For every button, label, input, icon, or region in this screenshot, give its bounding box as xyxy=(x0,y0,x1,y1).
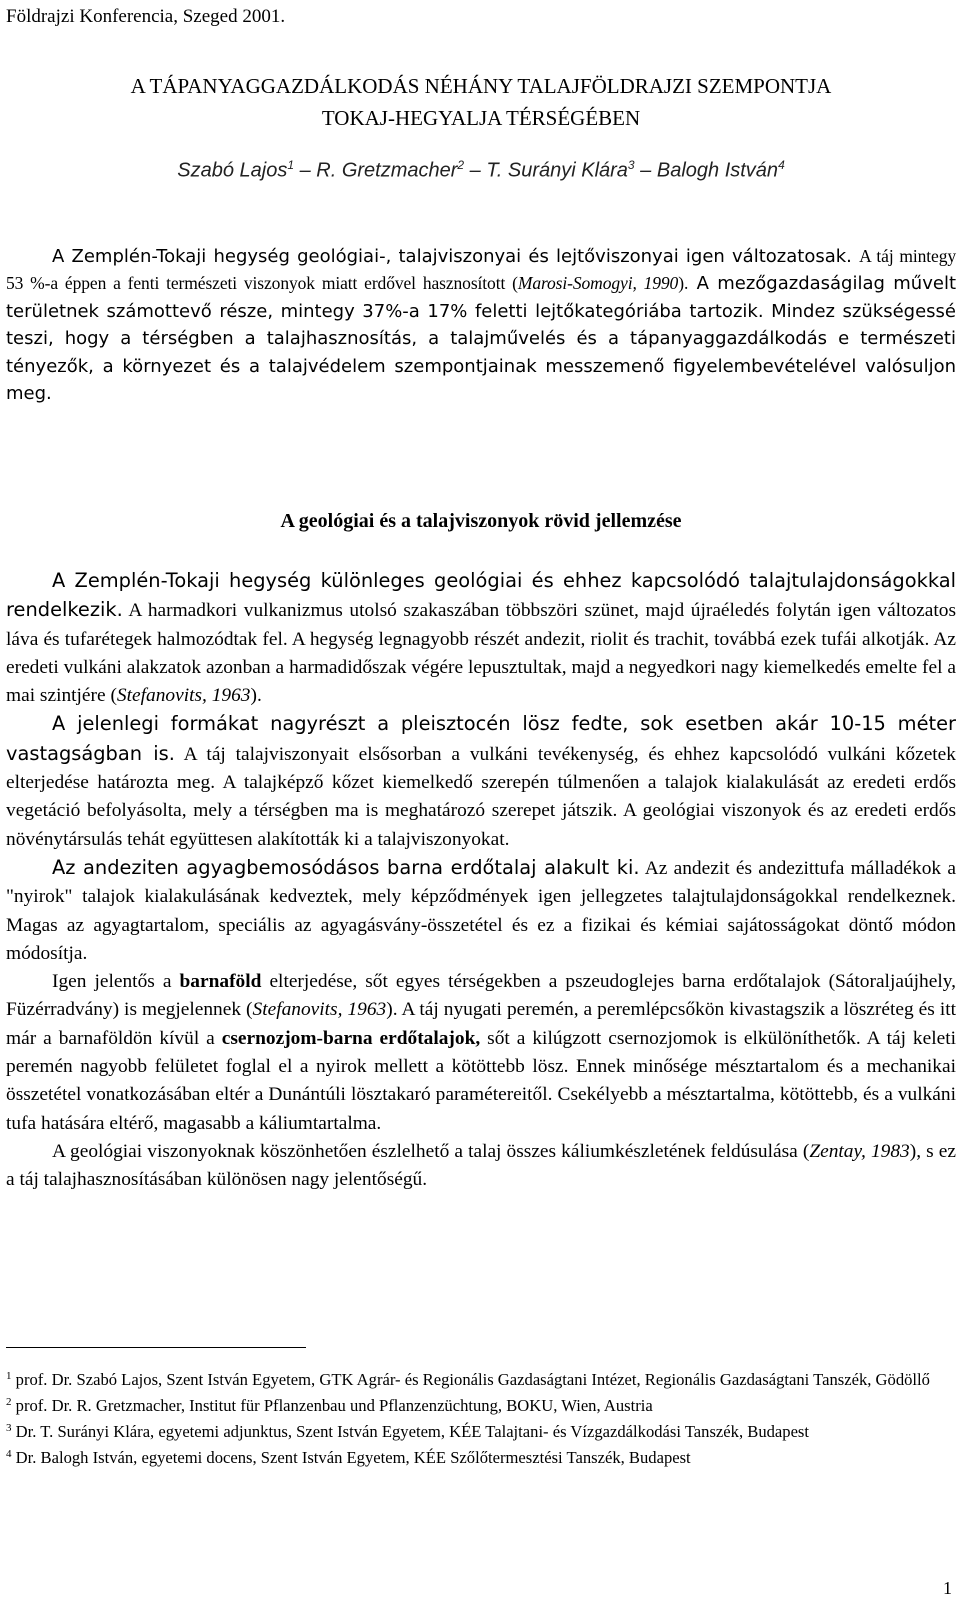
author-separator: – xyxy=(294,159,317,182)
body-paragraph: Igen jelentős a barnaföld elterjedése, sőt egyes térségekben a pszeudoglejes barna erdőtalajok (Sátoraljaújhely, Füzérradvány) is megjelennek (Stefanovits, 1963). A táj nyugati peremén, a peremlépcsőkön kivastagszik a löszréteg és itt már a barnaföldön kívül a csernozjom-barna erdőtalajok, sőt a kilúgzott csernozjomok is elkülöníthetők. A táj keleti peremén nagyobb felületet foglal el a nyirok mellett a kötöttebb lösz. Ennek minősége mésztartalom és a mechanikai összetétel vonatkozásában eltér a Dunántúli lösztakaró paramétereitől. Csekélyebb a mésztartalma, kötöttebb, és a vulkáni tufa hatására eltérő, magasabb a káliumtartalma. xyxy=(6,971,956,1134)
page-number: 1 xyxy=(943,1578,952,1598)
author-footnote-mark: 2 xyxy=(457,158,465,172)
footnote-divider xyxy=(6,1347,306,1348)
citation: Zentay, 1983 xyxy=(809,1140,910,1162)
body-paragraph: A jelenlegi formákat nagyrészt a pleisztocén lösz fedte, sok esetben akár 10-15 méter vastagságban is. A táj talajviszonyait elsősorban a vulkáni tevékenység, és ehhez kapcsolódó vulkáni kőzetek elterjedése határozta meg. A talajképző kőzet kiemelkedő szerepén túlmenően a talajok kialakulását az eredeti erdős vegetáció befolyásolta, mely a térségben ma is meghatározó szerepet játszik. A geológiai viszonyok és az eredeti erdős növénytársulás tehát együttesen alakították ki a talajviszonyokat. xyxy=(6,712,956,850)
body-paragraph: Az andeziten agyagbemosódásos barna erdőtalaj alakult ki. Az andezit és andezittufa málladékok a "nyirok" talajok kialakulásának kedveztek, mely képződmények igen jellegzetes talajtulajdonságokkal rendelkeznek. Magas az agyagtartalom, speciális az agyagásvány-összetétel és ez a fizikai és kémiai sajátosságokat döntő módon módosítja. xyxy=(6,855,956,964)
bold-term: barnaföld xyxy=(179,971,262,993)
footnote: $^1$ prof. Dr. Szabó Lajos, Szent István Egyetem, GTK Agrár- és Regionális Gazdaságtani Intézet, Regionális Gazdaságtani Tanszék, Gödöllő xyxy=(6,1370,930,1389)
author-footnote-mark: 4 xyxy=(778,158,785,172)
body-text xyxy=(6,567,956,1195)
author-separator: – xyxy=(634,159,657,182)
author-name: Balogh István xyxy=(656,159,779,182)
citation: Stefanovits, 1963 xyxy=(116,685,251,707)
title-line-2: TOKAJ-HEGYALJA TÉRSÉGÉBEN xyxy=(321,106,641,130)
footnote-mark: 2 xyxy=(6,1396,12,1408)
citation: Stefanovits, 1963 xyxy=(252,999,387,1021)
abstract-paragraph: A Zemplén-Tokaji hegység geológiai-, talajviszonyai és lejtőviszonyai igen változatosak. A táj mintegy 53 %-a éppen a fenti természeti viszonyok miatt erdővel hasznosított (Marosi-Somogyi, 1990). A mezőgazdaságilag művelt területnek számottevő része, mintegy 37%-a 17% feletti lejtőkategóriába tartozik. Mindez szükségessé teszi, hogy a térségben a talajhasznosítás, a talajművelés és a tápanyaggazdálkodás e természeti tényezők, a környezet és a talajvédelem szempontjainak messzemenő figyelembevételével valósuljon meg. xyxy=(6,246,956,405)
footnote-mark: 4 xyxy=(6,1448,12,1460)
paper-title xyxy=(6,70,956,134)
abstract xyxy=(6,243,956,407)
citation: Marosi-Somogyi, 1990 xyxy=(517,273,679,294)
footnote: $^3$ Dr. T. Surányi Klára, egyetemi adjunktus, Szent István Egyetem, KÉE Talajtani- és Vízgazdálkodási Tanszék, Budapest xyxy=(6,1422,810,1441)
author-name: Szabó Lajos xyxy=(177,159,288,182)
author-name: T. Surányi Klára xyxy=(486,159,628,182)
body-paragraph: A geológiai viszonyoknak köszönhetően észlelhető a talaj összes káliumkészletének feldúsulása (Zentay, 1983), s ez a táj talajhasznosításában különösen nagy jelentőségű. xyxy=(6,1140,956,1191)
author-list xyxy=(6,158,956,183)
title-line-1: A TÁPANYAGGAZDÁLKODÁS NÉHÁNY TALAJFÖLDRAJZI SZEMPONTJA xyxy=(130,74,832,98)
section-heading: A geológiai és a talajviszonyok rövid jellemzése xyxy=(280,510,682,532)
footnotes xyxy=(6,1365,956,1469)
conference-header: Földrajzi Konferencia, Szeged 2001. xyxy=(6,6,286,27)
footnote: $^2$ prof. Dr. R. Gretzmacher, Institut für Pflanzenbau und Pflanzenzüchtung, BOKU, Wien, Austria xyxy=(6,1396,653,1415)
author-separator: – xyxy=(464,159,487,182)
footnote-mark: 1 xyxy=(6,1370,12,1382)
body-paragraph: A Zemplén-Tokaji hegység különleges geológiai és ehhez kapcsolódó talajtulajdonságokkal rendelkezik. A harmadkori vulkanizmus utolsó szakaszában többszöri szünet, majd újraéledés folytán igen változatos láva és tufarétegek halmozódtak fel. A hegység legnagyobb részét andezit, riolit és trachit, továbbá ezek tufái alkotják. Az eredeti vulkáni alakzatok azonban a harmadidőszak végére lepusztultak, majd a negyedkori nagy kiemelkedés emelte fel a mai szintjére (Stefanovits, 1963). xyxy=(6,569,956,707)
author-footnote-mark: 3 xyxy=(627,158,635,172)
author-name: R. Gretzmacher xyxy=(316,159,458,182)
bold-term: csernozjom-barna erdőtalajok, xyxy=(221,1027,481,1049)
footnote-mark: 3 xyxy=(6,1422,12,1434)
footnote: $^4$ Dr. Balogh István, egyetemi docens, Szent István Egyetem, KÉE Szőlőtermesztési Tanszék, Budapest xyxy=(6,1448,691,1467)
author-footnote-mark: 1 xyxy=(287,158,295,172)
